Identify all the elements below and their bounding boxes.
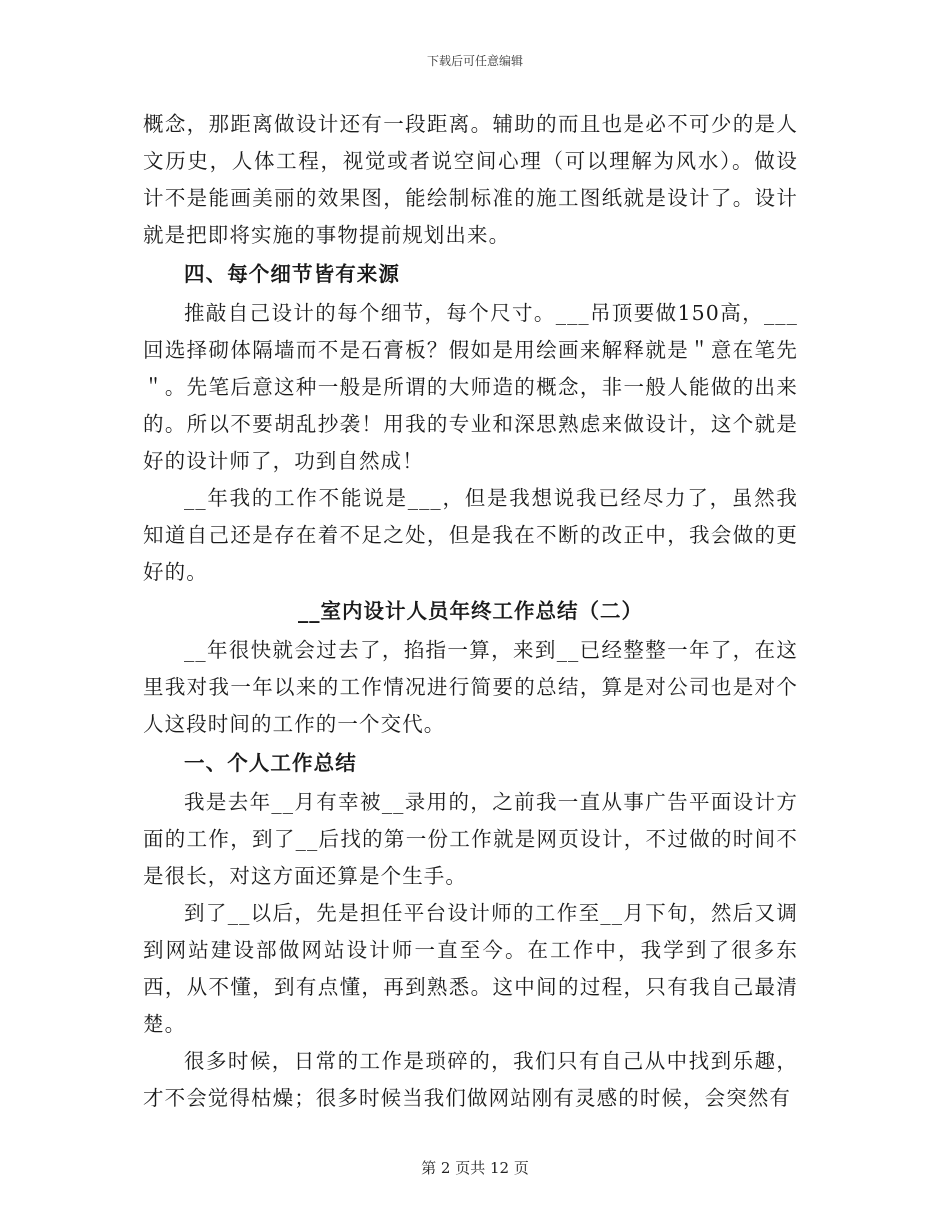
document-body	[143, 106, 798, 1117]
section-heading-personal: 一、个人工作总结	[184, 751, 357, 775]
paragraph-daily-work: 很多时候，日常的工作是琐碎的，我们只有自己从中找到乐趣，才不会觉得枯燥；很多时候当我们做网站刚有灵感的时候，会突然有	[143, 1049, 798, 1110]
paragraph-background: 我是去年__月有幸被__录用的，之前我一直从事广告平面设计方面的工作，到了__后找的第一份工作就是网页设计，不过做的时间不是很长，对这方面还算是个生手。	[143, 790, 798, 888]
page-header: 下载后可任意编辑	[426, 54, 523, 68]
document-subtitle: __室内设计人员年终工作总结（二）	[298, 599, 643, 623]
section-heading-details: 四、每个细节皆有来源	[184, 262, 400, 286]
paragraph-roles: 到了__以后，先是担任平台设计师的工作至__月下旬，然后又调到网站建设部做网站设计师一直至今。在工作中，我学到了很多东西，从不懂，到有点懂，再到熟悉。这中间的过程，只有我自己最清楚。	[143, 901, 798, 1036]
paragraph-year-summary: __年我的工作不能说是___，但是我想说我已经尽力了，虽然我知道自己还是存在着不足之处，但是我在不断的改正中，我会做的更好的。	[143, 486, 798, 584]
page-footer: 第 2 页共 12 页	[421, 1159, 529, 1177]
paragraph-intro: __年很快就会过去了，掐指一算，来到__已经整整一年了，在这里我对我一年以来的工作情况进行简要的总结，算是对公司也是对个人这段时间的工作的一个交代。	[143, 638, 798, 736]
paragraph-details: 推敲自己设计的每个细节，每个尺寸。___吊顶要做150高，___回选择砌体隔墙而不是石膏板？假如是用绘画来解释就是＂意在笔先＂。先笔后意这种一般是所谓的大师造的概念，非一般人能做的出来的。所以不要胡乱抄袭！用我的专业和深思熟虑来做设计，这个就是好的设计师了，功到自然成！	[143, 301, 798, 473]
paragraph-continuation: 概念，那距离做设计还有一段距离。辅助的而且也是必不可少的是人文历史，人体工程，视觉或者说空间心理（可以理解为风水）。做设计不是能画美丽的效果图，能绘制标准的施工图纸就是设计了。设计就是把即将实施的事物提前规划出来。	[143, 112, 798, 247]
